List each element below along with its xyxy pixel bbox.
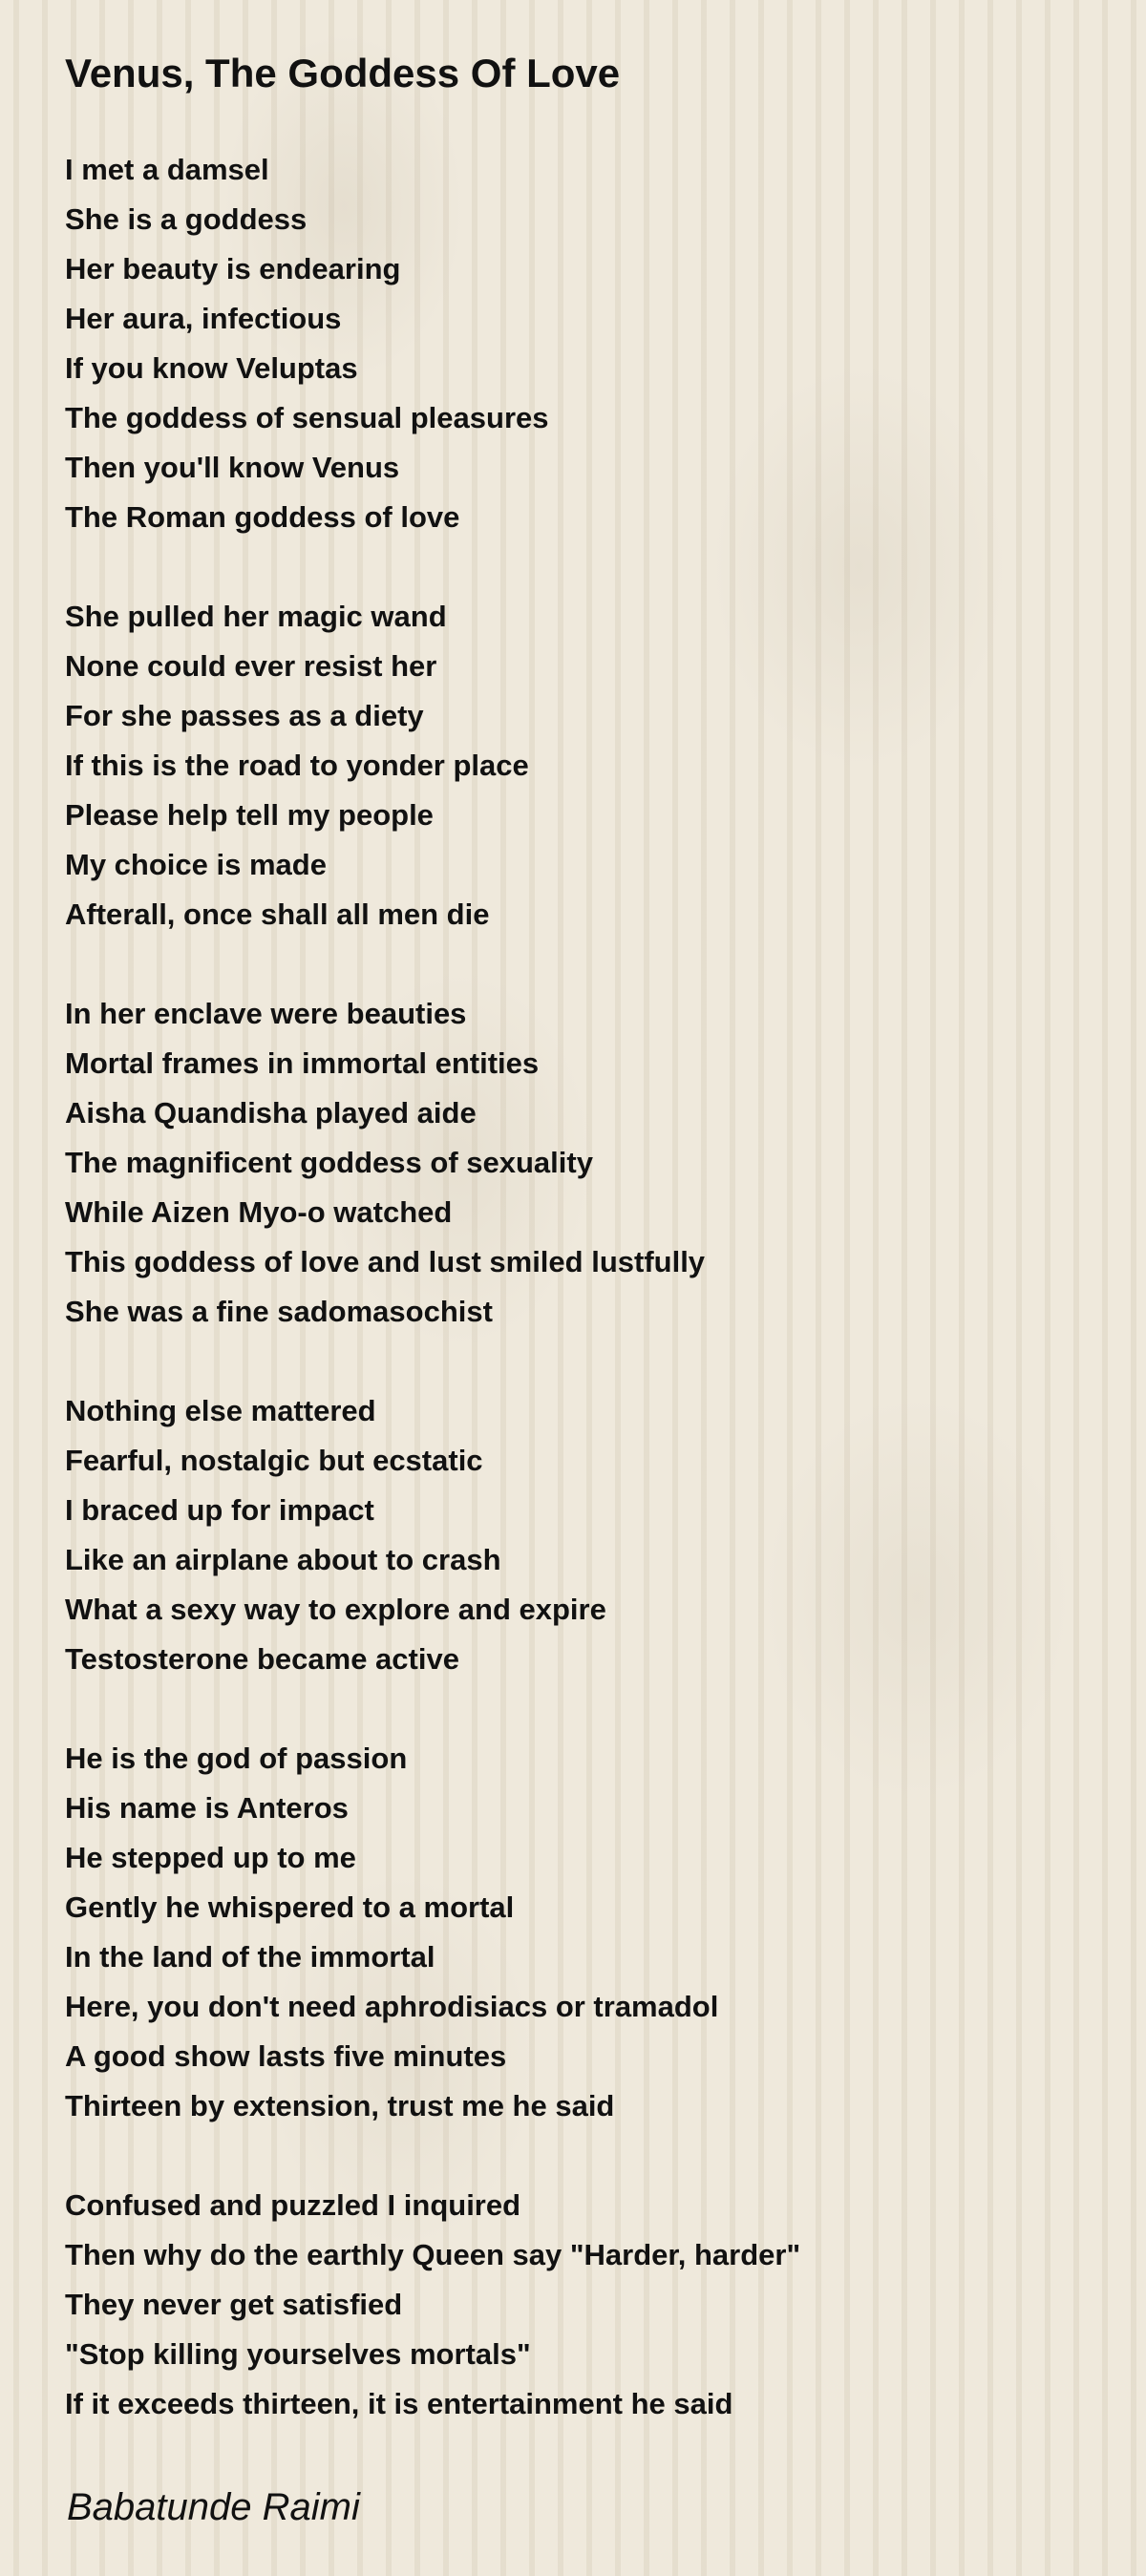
poem-line: Confused and puzzled I inquired (65, 2188, 521, 2222)
stanza-2 (65, 592, 1106, 940)
poem-line: This goddess of love and lust smiled lustfully (65, 1245, 706, 1278)
poem-line: Thirteen by extension, trust me he said (65, 2089, 615, 2122)
poem-line: If you know Veluptas (65, 351, 358, 385)
poem-title: Venus, The Goddess Of Love (65, 51, 621, 95)
poem-line: If this is the road to yonder place (65, 749, 529, 782)
poem-line: Then you'll know Venus (65, 451, 400, 484)
poem-line: In her enclave were beauties (65, 997, 467, 1030)
poem-line: In the land of the immortal (65, 1940, 435, 1974)
poem-line: Testosterone became active (65, 1642, 459, 1676)
poem-line: For she passes as a diety (65, 699, 424, 732)
poem-line: The Roman goddess of love (65, 500, 460, 534)
poem-line: "Stop killing yourselves mortals" (65, 2337, 531, 2371)
poem-line: Then why do the earthly Queen say "Harder, harder" (65, 2238, 801, 2271)
poem-line: Like an airplane about to crash (65, 1543, 501, 1576)
poem-line: Afterall, once shall all men die (65, 897, 490, 931)
poem-line: Her aura, infectious (65, 302, 342, 335)
poem-line: He stepped up to me (65, 1841, 356, 1874)
poem-page (65, 42, 1106, 2536)
poem-line: The magnificent goddess of sexuality (65, 1146, 593, 1179)
stanza-1 (65, 145, 1106, 542)
poem-line: She is a goddess (65, 202, 308, 236)
stanza-5 (65, 1734, 1106, 2131)
poem-line: He is the god of passion (65, 1742, 408, 1775)
poem-line: The goddess of sensual pleasures (65, 401, 549, 434)
stanza-4 (65, 1386, 1106, 1684)
stanza-3 (65, 989, 1106, 1337)
poem-line: I braced up for impact (65, 1493, 374, 1527)
poem-line: Nothing else mattered (65, 1394, 376, 1427)
poem-line: They never get satisfied (65, 2288, 403, 2321)
poem-line: While Aizen Myo-o watched (65, 1195, 453, 1229)
poem-line: Her beauty is endearing (65, 252, 401, 285)
poem-line: Gently he whispered to a mortal (65, 1890, 515, 1924)
poem-author[interactable]: Babatunde Raimi (67, 2486, 360, 2528)
poem-line: Here, you don't need aphrodisiacs or tramadol (65, 1990, 719, 2023)
poem-line: Aisha Quandisha played aide (65, 1096, 477, 1130)
poem-line: A good show lasts five minutes (65, 2039, 507, 2073)
poem-line: I met a damsel (65, 153, 269, 186)
poem-line: Fearful, nostalgic but ecstatic (65, 1444, 483, 1477)
poem-line: My choice is made (65, 848, 327, 881)
poem-line: She was a fine sadomasochist (65, 1295, 493, 1328)
poem-line: What a sexy way to explore and expire (65, 1593, 606, 1626)
poem-line: Please help tell my people (65, 798, 434, 832)
poem-line: His name is Anteros (65, 1791, 349, 1825)
poem-line: Mortal frames in immortal entities (65, 1046, 540, 1080)
stanza-6 (65, 2181, 1106, 2429)
poem-line: None could ever resist her (65, 649, 437, 683)
poem-line: If it exceeds thirteen, it is entertainment he said (65, 2387, 733, 2420)
poem-line: She pulled her magic wand (65, 600, 447, 633)
